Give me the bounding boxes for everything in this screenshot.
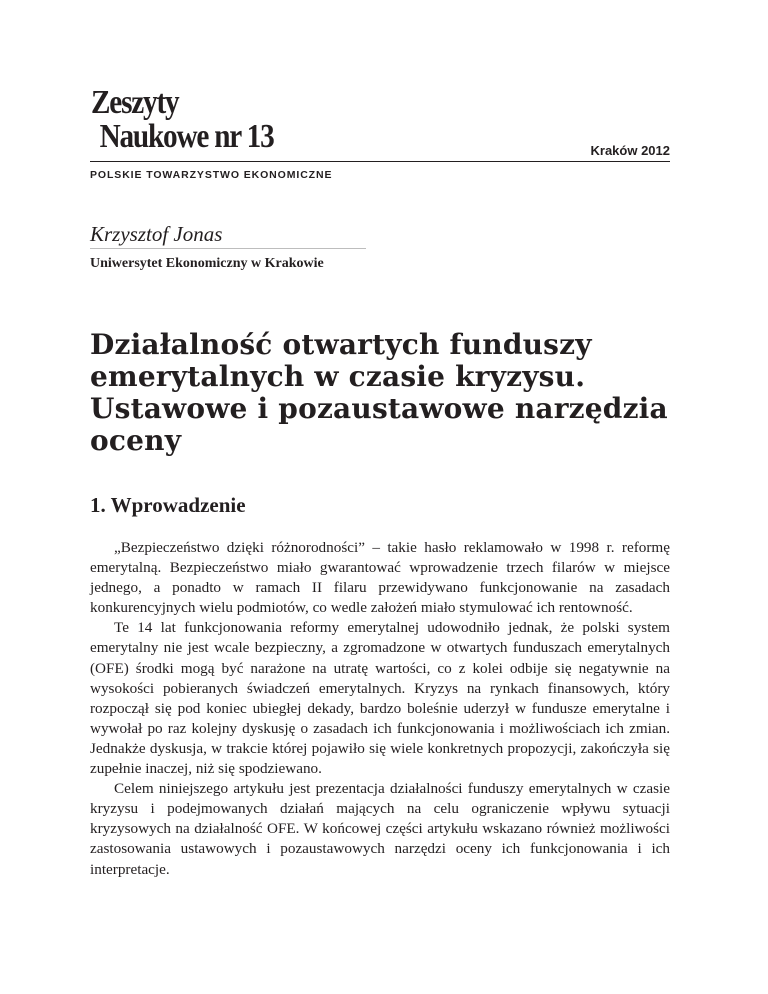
journal-title-line2: Naukowe nr 13 <box>99 118 274 155</box>
paragraph: „Bezpieczeństwo dzięki różnorodności” – takie hasło reklamowało w 1998 r. reformę emerytalną. Bezpieczeństwo miało gwarantować wprowadzenie trzech filarów w miejsce jednego, a ponadto w ramach II filaru przewidywano funkcjonowanie na zasadach konkurencyjnych wielu podmiotów, co wedle założeń miało stymulować ich rentowność. <box>90 539 670 617</box>
header-divider <box>90 161 670 162</box>
journal-title <box>91 86 273 154</box>
place-and-year: Kraków 2012 <box>590 143 670 158</box>
author-affiliation: Uniwersytet Ekonomiczny w Krakowie <box>90 256 324 271</box>
article-title: Działalność otwartych funduszy emerytalnych w czasie kryzysu. Ustawowe i pozaustawowe narzędzia oceny <box>90 328 668 457</box>
society-name: POLSKIE TOWARZYSTWO EKONOMICZNE <box>90 169 333 181</box>
paragraph: Celem niniejszego artykułu jest prezentacja działalności funduszy emerytalnych w czasie kryzysu i podejmowanych działań mających na celu ograniczenie wpływu sytuacji kryzysowych na działalność OFE. W końcowej części artykułu wskazano również możliwości zastosowania ustawowych i pozaustawowych narzędzi oceny ich funkcjonowania i ich interpretacje. <box>90 780 670 878</box>
paragraph: Te 14 lat funkcjonowania reformy emerytalnej udowodniło jednak, że polski system emerytalny nie jest wcale bezpieczny, a zgromadzone w otwartych funduszach emerytalnych (OFE) środki mogą być narażone na utratę wartości, co z kolei odbije się negatywnie na wysokości pobieranych świadczeń emerytalnych. Kryzys na rynkach finansowych, który rozpoczął się pod koniec ubiegłej dekady, bardzo boleśnie uderzył w fundusze emerytalne i wywołał po raz kolejny dyskusję o zasadach ich funkcjonowania i możliwościach ich zmian. Jednakże dyskusja, w trakcie której pojawiło się wiele konkretnych propozycji, zakończyła się zupełnie inaczej, niż się spodziewano. <box>90 619 670 778</box>
journal-title-line1: Zeszyty <box>91 84 179 121</box>
article-body <box>90 538 670 880</box>
author-name: Krzysztof Jonas <box>90 222 223 246</box>
section-heading: 1. Wprowadzenie <box>90 493 246 517</box>
author-divider <box>90 248 366 249</box>
